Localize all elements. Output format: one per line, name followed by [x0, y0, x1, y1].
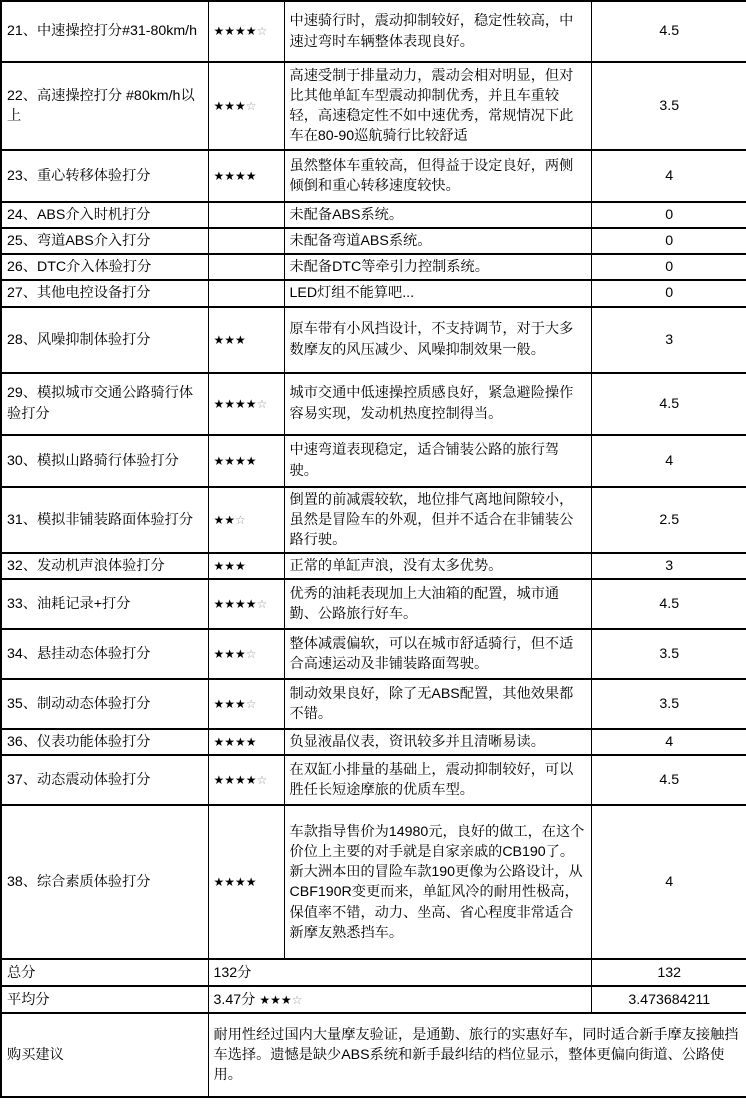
table-row [1, 729, 746, 755]
cell-description[interactable]: 虽然整体车重较高，但得益于设定良好，两侧倾倒和重心转移速度较快。 [284, 150, 591, 202]
table-row [1, 202, 746, 228]
cell-total-value[interactable]: 132 [591, 959, 746, 986]
cell-item-name[interactable]: 32、发动机声浪体验打分 [1, 553, 208, 579]
cell-description[interactable]: 制动效果良好，除了无ABS配置，其他效果都不错。 [284, 679, 591, 729]
cell-star-rating[interactable] [208, 254, 284, 280]
cell-average-text[interactable] [208, 986, 591, 1013]
cell-star-rating[interactable] [208, 150, 284, 202]
star-rating-icon: ★★★★☆ [213, 24, 268, 39]
cell-item-name[interactable]: 23、重心转移体验打分 [1, 150, 208, 202]
cell-star-rating[interactable] [208, 553, 284, 579]
cell-average-label[interactable]: 平均分 [1, 986, 208, 1013]
cell-description[interactable]: 优秀的油耗表现加上大油箱的配置，城市通勤、公路旅行好车。 [284, 579, 591, 629]
cell-description[interactable]: 中速骑行时，震动抑制较好，稳定性较高，中速过弯时车辆整体表现良好。 [284, 1, 591, 62]
cell-total-label[interactable]: 总分 [1, 959, 208, 986]
cell-description[interactable]: 未配备DTC等牵引力控制系统。 [284, 254, 591, 280]
cell-advice-label[interactable]: 购买建议 [1, 1013, 208, 1097]
table-row [1, 553, 746, 579]
star-rating-icon: ★★☆ [213, 512, 246, 527]
table-row [1, 487, 746, 553]
cell-score[interactable]: 3 [591, 553, 746, 579]
table-row [1, 755, 746, 805]
cell-item-name[interactable]: 33、油耗记录+打分 [1, 579, 208, 629]
cell-item-name[interactable]: 37、动态震动体验打分 [1, 755, 208, 805]
cell-advice-text[interactable]: 耐用性经过国内大量摩友验证，是通勤、旅行的实惠好车，同时适合新手摩友接触挡车选择。遗憾是缺少ABS系统和新手最纠结的档位显示，整体更偏向街道、公路使用。 [208, 1013, 746, 1097]
star-rating-icon: ★★★★ [213, 875, 257, 890]
cell-star-rating[interactable] [208, 307, 284, 373]
cell-score[interactable]: 0 [591, 202, 746, 228]
table-body [1, 1, 746, 1097]
cell-description[interactable]: 负显液晶仪表，资讯较多并且清晰易读。 [284, 729, 591, 755]
cell-score[interactable]: 3 [591, 307, 746, 373]
table-row [1, 228, 746, 254]
table-row [1, 280, 746, 306]
average-star-rating-icon: ★★★☆ [259, 992, 303, 1007]
table-row [1, 62, 746, 150]
cell-score[interactable]: 4 [591, 435, 746, 487]
average-score-text: 3.47分 [213, 991, 256, 1008]
cell-total-text[interactable]: 132分 [208, 959, 591, 986]
cell-item-name[interactable]: 24、ABS介入时机打分 [1, 202, 208, 228]
cell-star-rating[interactable] [208, 202, 284, 228]
star-rating-icon: ★★★ [213, 332, 246, 347]
star-rating-icon: ★★★★☆ [213, 773, 268, 788]
table-row [1, 579, 746, 629]
cell-description[interactable]: 正常的单缸声浪，没有太多优势。 [284, 553, 591, 579]
cell-star-rating[interactable] [208, 487, 284, 553]
cell-item-name[interactable]: 34、悬挂动态体验打分 [1, 629, 208, 679]
cell-item-name[interactable]: 28、风噪抑制体验打分 [1, 307, 208, 373]
cell-average-value[interactable]: 3.473684211 [591, 986, 746, 1013]
cell-star-rating[interactable] [208, 805, 284, 959]
table-row [1, 679, 746, 729]
table-row [1, 435, 746, 487]
cell-score[interactable]: 4.5 [591, 373, 746, 435]
cell-description[interactable]: 车款指导售价为14980元，良好的做工，在这个价位上主要的对手就是自家亲戚的CB190了。新大洲本田的冒险车款190更像为公路设计，从CBF190R变更而来，单缸风冷的耐用性极高，保值率不错，动力、坐高、省心程度非常适合新摩友熟悉挡车。 [284, 805, 591, 959]
star-rating-icon: ★★★☆ [213, 697, 257, 712]
table-row [1, 629, 746, 679]
table-row [1, 1, 746, 62]
cell-star-rating[interactable] [208, 755, 284, 805]
star-rating-icon: ★★★★☆ [213, 396, 268, 411]
cell-star-rating[interactable] [208, 579, 284, 629]
cell-description[interactable]: LED灯组不能算吧... [284, 280, 591, 306]
cell-item-name[interactable]: 21、中速操控打分#31-80km/h [1, 1, 208, 62]
cell-score[interactable]: 0 [591, 228, 746, 254]
cell-score[interactable]: 0 [591, 280, 746, 306]
cell-item-name[interactable]: 22、高速操控打分 #80km/h以上 [1, 62, 208, 150]
cell-item-name[interactable]: 29、模拟城市交通公路骑行体验打分 [1, 373, 208, 435]
cell-description[interactable]: 城市交通中低速操控质感良好，紧急避险操作容易实现，发动机热度控制得当。 [284, 373, 591, 435]
cell-score[interactable]: 3.5 [591, 679, 746, 729]
star-rating-icon: ★★★★ [213, 168, 257, 183]
star-rating-icon: ★★★★☆ [213, 597, 268, 612]
cell-score[interactable]: 0 [591, 254, 746, 280]
cell-score[interactable]: 4 [591, 805, 746, 959]
cell-score[interactable]: 3.5 [591, 62, 746, 150]
star-rating-icon: ★★★☆ [213, 647, 257, 662]
cell-description[interactable]: 中速弯道表现稳定，适合铺装公路的旅行驾驶。 [284, 435, 591, 487]
cell-item-name[interactable]: 26、DTC介入体验打分 [1, 254, 208, 280]
table-row [1, 307, 746, 373]
table-row [1, 373, 746, 435]
cell-star-rating[interactable] [208, 228, 284, 254]
cell-description[interactable]: 未配备弯道ABS系统。 [284, 228, 591, 254]
cell-star-rating[interactable] [208, 62, 284, 150]
cell-item-name[interactable]: 35、制动动态体验打分 [1, 679, 208, 729]
star-rating-icon: ★★★★ [213, 453, 257, 468]
cell-star-rating[interactable] [208, 435, 284, 487]
cell-item-name[interactable]: 30、模拟山路骑行体验打分 [1, 435, 208, 487]
cell-star-rating[interactable] [208, 629, 284, 679]
cell-star-rating[interactable] [208, 373, 284, 435]
cell-item-name[interactable]: 38、综合素质体验打分 [1, 805, 208, 959]
cell-star-rating[interactable] [208, 280, 284, 306]
star-rating-icon: ★★★★ [213, 735, 257, 750]
star-rating-icon: ★★★☆ [213, 98, 257, 113]
cell-description[interactable]: 未配备ABS系统。 [284, 202, 591, 228]
cell-description[interactable]: 整体减震偏软，可以在城市舒适骑行，但不适合高速运动及非铺装路面驾驶。 [284, 629, 591, 679]
cell-description[interactable]: 高速受制于排量动力，震动会相对明显，但对比其他单缸车型震动抑制优秀，并且车重较轻，高速稳定性不如中速优秀，常规情况下此车在80-90巡航骑行比较舒适 [284, 62, 591, 150]
cell-score[interactable]: 2.5 [591, 487, 746, 553]
cell-star-rating[interactable] [208, 1, 284, 62]
cell-star-rating[interactable] [208, 729, 284, 755]
cell-item-name[interactable]: 36、仪表功能体验打分 [1, 729, 208, 755]
cell-score[interactable]: 4 [591, 150, 746, 202]
cell-item-name[interactable]: 31、模拟非铺装路面体验打分 [1, 487, 208, 553]
average-score-row [1, 986, 746, 1013]
cell-score[interactable]: 4.5 [591, 755, 746, 805]
star-rating-icon: ★★★ [213, 559, 246, 574]
cell-description[interactable]: 倒置的前减震较软，地位排气离地间隙较小，虽然是冒险车的外观，但并不适合在非铺装公路行驶。 [284, 487, 591, 553]
cell-item-name[interactable]: 25、弯道ABS介入打分 [1, 228, 208, 254]
table-row [1, 150, 746, 202]
cell-score[interactable]: 4.5 [591, 1, 746, 62]
table-row [1, 254, 746, 280]
cell-description[interactable]: 原车带有小风挡设计，不支持调节，对于大多数摩友的风压减少、风噪抑制效果一般。 [284, 307, 591, 373]
purchase-advice-row [1, 1013, 746, 1097]
cell-score[interactable]: 4.5 [591, 579, 746, 629]
cell-score[interactable]: 3.5 [591, 629, 746, 679]
cell-item-name[interactable]: 27、其他电控设备打分 [1, 280, 208, 306]
total-score-row [1, 959, 746, 986]
table-row [1, 805, 746, 959]
cell-score[interactable]: 4 [591, 729, 746, 755]
cell-star-rating[interactable] [208, 679, 284, 729]
cell-description[interactable]: 在双缸小排量的基础上，震动抑制较好，可以胜任长短途摩旅的优质车型。 [284, 755, 591, 805]
